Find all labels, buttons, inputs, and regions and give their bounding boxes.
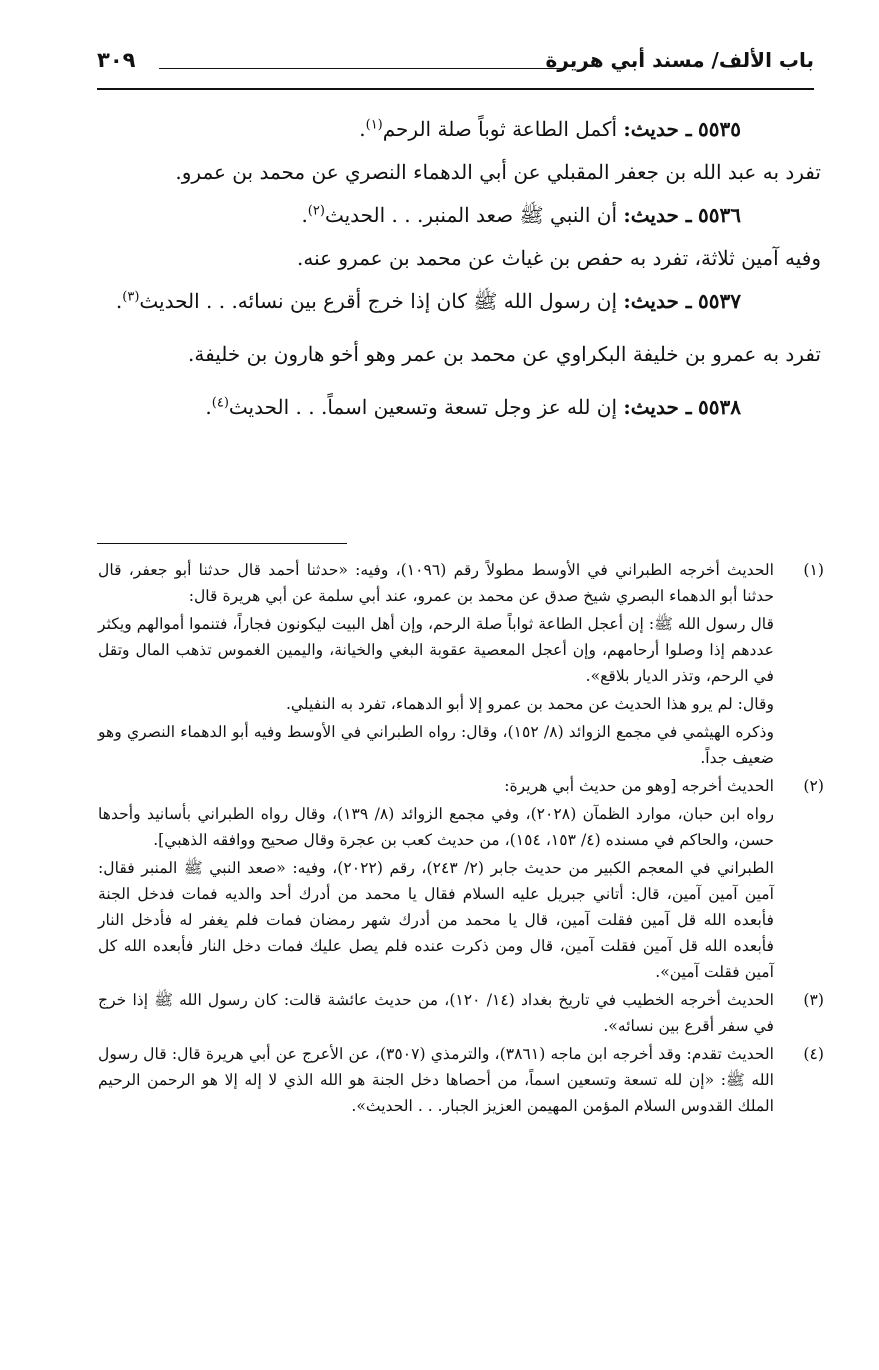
hadith-entry: ٥٥٣٧ ـ حديث: إن رسول الله ﷺ كان إذا خرج أقرع بين نسائه. . . الحديث$^{(٣)}$. bbox=[115, 289, 741, 313]
hadith-number: ٥٥٣٧ bbox=[698, 289, 741, 313]
footnote-paragraph: الطبراني في المعجم الكبير من حديث جابر (٢/ ٢٤٣)، رقم (٢٠٢٢)، وفيه: «صعد النبي ﷺ المنبر فقال: آمين آمين آمين، قال: أتاني جبريل عليه السلام فقال يا محمد من أدرك أحد والديه فمات فدخل الجنة فأبعده الله قل آمين فقلت آمين، قال يا محمد من أدرك شهر رمضان فمات فلم يغفر له فأدخل النار فأبعده الله قل آمين فقلت آمين، قال ومن ذكرت عنده فلم يصل عليك فمات دخل النار فأبعده الله كل آمين فقلت آمين». bbox=[98, 859, 774, 981]
footnote-paragraph: الحديث تقدم: وقد أخرجه ابن ماجه (٣٨٦١)، والترمذي (٣٥٠٧)، عن الأعرج عن أبي هريرة قال: قال رسول الله ﷺ: «إن لله تسعة وتسعين اسماً، من أحصاها دخل الجنة هو الله الذي لا إله إلا هو الرحمن الرحيم الملك القدوس السلام المؤمن المهيمن العزيز الجبار. . . الحديث». bbox=[98, 1045, 775, 1115]
page-number: ٣٠٩ bbox=[97, 48, 136, 72]
hadith-label: حديث: bbox=[623, 203, 679, 227]
footnote bbox=[98, 557, 824, 771]
hadith-text: أن النبي ﷺ صعد المنبر. . . الحديث bbox=[324, 203, 618, 227]
hadith-number: ٥٥٣٨ bbox=[698, 395, 741, 419]
main-text bbox=[97, 108, 821, 429]
footnote-number: (٤) bbox=[803, 1045, 824, 1063]
footnote-ref: (٣) bbox=[122, 289, 140, 305]
footnote-paragraph: الحديث أخرجه [وهو من حديث أبي هريرة: bbox=[504, 777, 774, 795]
hadith-entry: ٥٥٣٨ ـ حديث: إن لله عز وجل تسعة وتسعين اسماً. . . الحديث$^{(٤)}$. bbox=[205, 395, 741, 419]
hadith-label: حديث: bbox=[623, 289, 679, 313]
footnote-ref: (١) bbox=[365, 117, 383, 133]
footnote bbox=[98, 773, 824, 985]
hadith-text: إن رسول الله ﷺ كان إذا خرج أقرع بين نسائه. . . الحديث bbox=[139, 289, 618, 313]
hadith-text: إن لله عز وجل تسعة وتسعين اسماً. . . الحديث bbox=[228, 395, 618, 419]
hadith-text: أكمل الطاعة ثوباً صلة الرحم bbox=[382, 117, 618, 141]
footnotes bbox=[98, 557, 824, 1121]
footnote-ref: (٤) bbox=[211, 395, 229, 411]
footnote-number: (٣) bbox=[803, 991, 824, 1009]
running-title: باب الألف/ مسند أبي هريرة bbox=[545, 48, 814, 72]
hadith-entry: ٥٥٣٦ ـ حديث: أن النبي ﷺ صعد المنبر. . . الحديث$^{(٢)}$. bbox=[301, 203, 741, 227]
hadith-number: ٥٥٣٥ bbox=[698, 117, 741, 141]
hadith-end: . bbox=[205, 395, 212, 419]
hadith-label: حديث: bbox=[623, 395, 679, 419]
footnote bbox=[98, 987, 824, 1039]
hadith-note: تفرد به عبد الله بن جعفر المقبلي عن أبي الدهماء النصري عن محمد بن عمرو. bbox=[175, 160, 821, 184]
footnote-paragraph: وقال: لم يرو هذا الحديث عن محمد بن عمرو إلا أبو الدهماء، تفرد به النفيلي. bbox=[285, 695, 774, 713]
hadith-note: وفيه آمين ثلاثة، تفرد به حفص بن غياث عن محمد بن عمرو عنه. bbox=[296, 246, 821, 270]
hadith-label: حديث: bbox=[623, 117, 679, 141]
footnote-number: (١) bbox=[803, 561, 824, 579]
footnote-paragraph: رواه ابن حبان، موارد الظمآن (٢٠٢٨)، وفي مجمع الزوائد (٨/ ١٣٩)، وقال رواه الطبراني بأسانيد وأحدها حسن، والحاكم في مسنده (٤/ ١٥٣، ١٥٤)، من حديث كعب بن عجرة وقال صحيح ووافقه الذهبي]. bbox=[98, 805, 774, 849]
hadith-end: . bbox=[301, 203, 308, 227]
hadith-number: ٥٥٣٦ bbox=[698, 203, 741, 227]
footnote-number: (٢) bbox=[803, 777, 824, 795]
footnote-paragraph: قال رسول الله ﷺ: إن أعجل الطاعة ثواباً صلة الرحم، وإن أهل البيت ليكونون فجاراً، فتنموا أموالهم ويكثر عددهم إذا وصلوا أرحامهم، وإن أعجل المعصية عقوبة البغي والخيانة، واليمين الغموس تذهب المال وتقل في الرحم، وتذر الديار بلاقع». bbox=[98, 615, 774, 685]
footnote-ref: (٢) bbox=[307, 203, 325, 219]
footnote-paragraph: الحديث أخرجه الخطيب في تاريخ بغداد (١٤/ ١٢٠)، من حديث عائشة قالت: كان رسول الله ﷺ إذا خرج في سفر أقرع بين نسائه». bbox=[98, 991, 775, 1035]
footnote-divider bbox=[97, 543, 347, 544]
page-header bbox=[97, 36, 814, 90]
footnote bbox=[98, 1041, 824, 1119]
hadith-entry: ٥٥٣٥ ـ حديث: أكمل الطاعة ثوباً صلة الرحم$^{(١)}$. bbox=[359, 117, 741, 141]
hadith-note: تفرد به عمرو بن خليفة البكراوي عن محمد بن عمر وهو أخو هارون بن خليفة. bbox=[188, 342, 821, 366]
header-rule bbox=[159, 68, 564, 69]
hadith-end: . bbox=[359, 117, 366, 141]
hadith-end: . bbox=[115, 289, 123, 313]
footnote-paragraph: وذكره الهيثمي في مجمع الزوائد (٨/ ١٥٢)، وقال: رواه الطبراني في الأوسط وفيه أبو الدهماء النصري وهو ضعيف جداً. bbox=[98, 723, 774, 767]
footnote-paragraph: الحديث أخرجه الطبراني في الأوسط مطولاً رقم (١٠٩٦)، وفيه: «حدثنا أحمد قال حدثنا أبو جعفر، قال حدثنا أبو الدهماء البصري شيخ صدق عن محمد بن عمرو، عند أبي سلمة عن أبي هريرة قال: bbox=[98, 561, 774, 605]
